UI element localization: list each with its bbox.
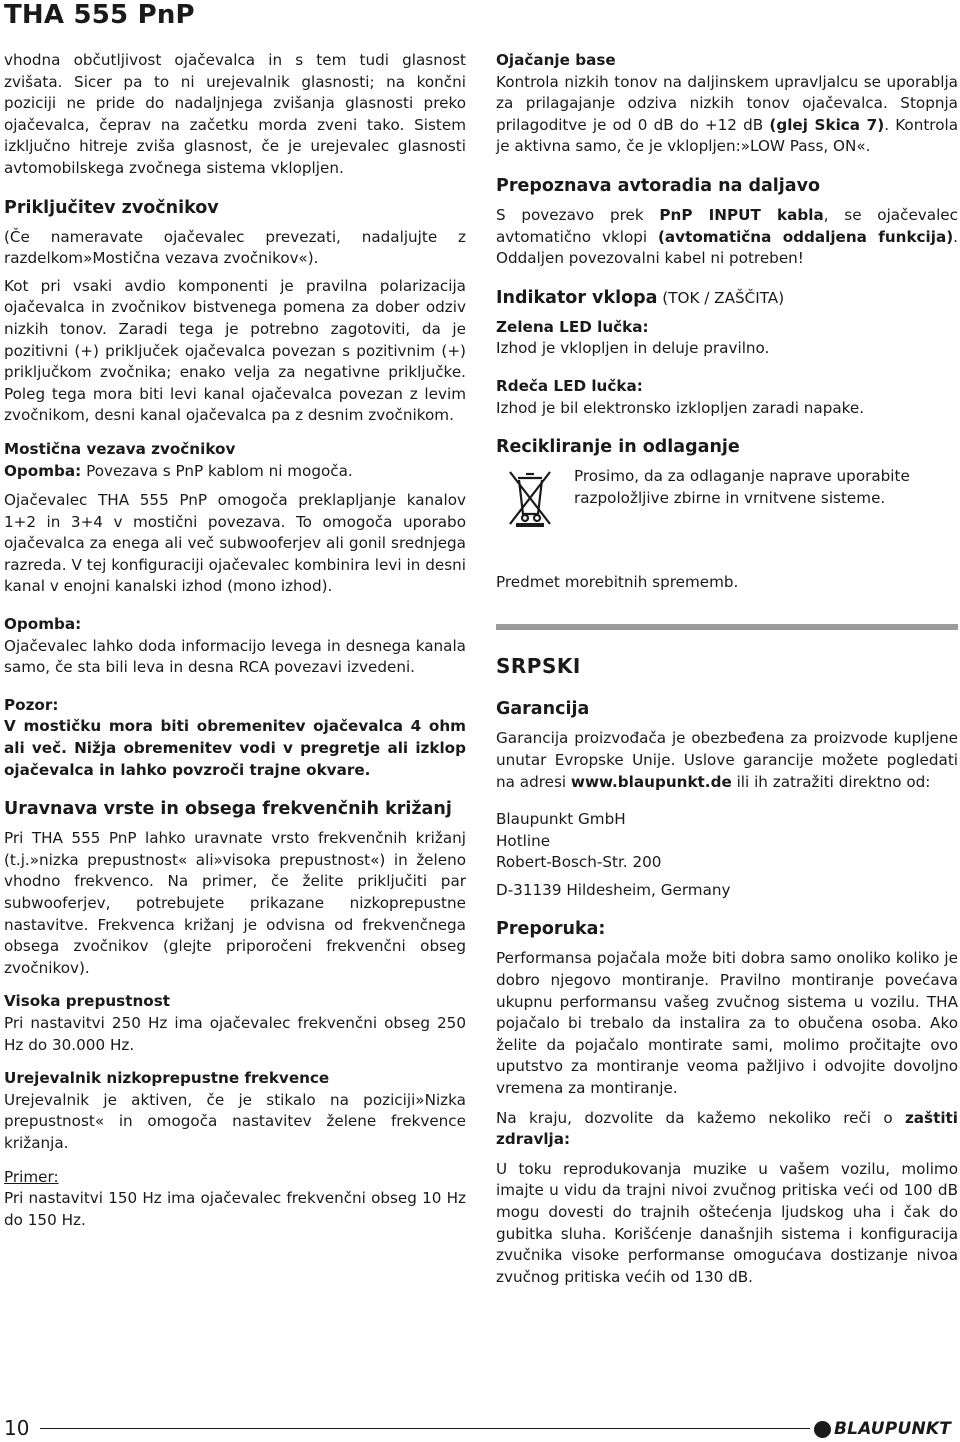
highpass-text: Pri nastavitvi 250 Hz ima ojačevalec frekvenčni obseg 250 Hz do 30.000 Hz.	[4, 1013, 466, 1054]
intro-paragraph: vhodna občutljivost ojačevalca in s tem tudi glasnost zvišata. Sicer pa to ni urejevalnik glasnosti; na končni poziciji ne pride do nadaljnjega zvišanja glasnosti preko ojačevalca, čeprav na začetku morda zveni tako. Sistem izključno hitreje zviša glasnost, če je urejevalec glasnosti avtomobilskega zvočnega sistema vklopljen.	[4, 51, 466, 177]
recommendation-text: Performansa pojačala može biti dobra samo onoliko koliko je dobro njegovo montiranje. Pravilno montiranje povećava ukupnu performansu vašeg zvučnog sistema u vozilu. THA pojačalo bi trebalo da instalira za to obučena osoba. Ako želite da pojačalo montirate sami, molimo pročitajte ovo uputstvo za montiranje veoma pažljivo i odvojite dovoljno vremena za montiranje.	[496, 949, 958, 1098]
speaker-connection-heading: Priključitev zvočnikov	[4, 197, 219, 218]
recycling-text: Prosimo, da za odlaganje naprave uporabite razpoložljive zbirne in vrnitvene sisteme.	[574, 467, 910, 507]
bridge-note	[4, 461, 466, 483]
recommendation-heading: Preporuka:	[496, 919, 606, 940]
address-street: Robert-Bosch-Str. 200	[496, 853, 662, 872]
auto-remote-text	[496, 205, 958, 270]
page-number: 10	[4, 1416, 30, 1440]
note-label: Opomba:	[4, 615, 82, 634]
brand-dot-icon	[814, 1421, 831, 1438]
address-city: D-31139 Hildesheim, Germany	[496, 880, 731, 899]
auto-text-a: S povezavo prek	[496, 205, 660, 224]
right-column	[496, 50, 958, 1288]
page-title: THA 555 PnP	[4, 0, 195, 30]
auto-text-function: (avtomatična oddaljena funkcija)	[657, 227, 954, 246]
power-indicator-subtitle: (TOK / ZAŠČITA)	[657, 288, 785, 307]
address-company: Blaupunkt GmbH	[496, 810, 626, 829]
highpass-heading: Visoka prepustnost	[4, 992, 170, 1011]
auto-text-c: , se ojačevalec avtomatično vklopi	[496, 205, 959, 246]
power-indicator-title: Indikator vklopa	[496, 287, 658, 308]
brand-logo	[814, 1419, 951, 1439]
auto-remote-heading: Prepoznava avtoradia na daljavo	[496, 175, 821, 196]
bass-text-a: Kontrola nizkih tonov na daljinskem upravljalcu se uporablja za prilagajanje odziva nizkih tonov ojačevalca. Stopnja prilagoditve je od 0 dB do +12 dB	[496, 72, 958, 134]
left-column	[4, 50, 466, 1231]
health-intro-bold: zaštiti zdravlja:	[496, 1108, 958, 1149]
footer-rule	[40, 1428, 810, 1429]
health-intro-a: Na kraju, dozvolite da kažemo nekoliko reči o	[496, 1108, 905, 1127]
example-label: Primer:	[4, 1167, 59, 1186]
crossover-paragraph: Pri THA 555 PnP lahko uravnate vrsto frekvenčnih križanj (t.j.»nizka prepustnost« ali»visoka prepustnost«) in želeno vhodno frekvenco. Na primer, če želite priključiti par subwooferjev, potrebujete prikazane nizkoprepustne nastavitve. Frekvenca križanj je odvisna od frekvenčnega obsega zvočnikov (glejte priporočeni frekvenčni obseg zvočnikov).	[4, 829, 466, 977]
speaker-connection-note: (Če nameravate ojačevalec prevezati, nadaljujte z razdelkom»Mostična vezava zvočnikov«).	[4, 227, 466, 268]
recycling-block	[496, 466, 958, 528]
green-led-text: Izhod je vklopljen in deluje pravilno.	[496, 339, 770, 358]
example-text: Pri nastavitvi 150 Hz ima ojačevalec frekvenčni obseg 10 Hz do 150 Hz.	[4, 1189, 466, 1229]
warning-text: V mostičku mora biti obremenitev ojačevalca 4 ohm ali več. Nižja obremenitev vodi v pregretje ali izklop ojačevalca in lahko povzroči trajne okvare.	[4, 717, 466, 779]
green-led-label: Zelena LED lučka:	[496, 317, 649, 336]
warranty-url: www.blaupunkt.de	[570, 772, 732, 791]
health-text: U toku reprodukovanja muzike u vašem vozilu, molimo imajte u vidu da trajni nivoi zvučnog pritiska veći od 100 dB mogu dovesti do trajnih oštećenja ljudskog uha i čak do gubitka sluha. Korišćenje današnjih sistema i konfiguracija zvučnika visoke performanse omogućava dostizanje nivoa zvučnog pritiska većih od 130 dB.	[496, 1159, 958, 1286]
red-led-text: Izhod je bil elektronsko izklopljen zaradi napake.	[496, 398, 865, 417]
warranty-text-a: Garancija proizvođača je obezbeđena za proizvode kupljene unutar Evropske Unije. Uslove garancije možete pogledati na adresi	[496, 729, 958, 791]
power-indicator-heading	[496, 286, 958, 310]
bass-text-figure-ref: (glej Skica 7)	[769, 115, 885, 134]
speaker-connection-paragraph: Kot pri vsaki avdio komponenti je pravilna polarizacija ojačevalca in zvočnikov bistvenega pomena za dober odziv nizkih tonov. Zaradi tega je potrebno zagotoviti, da je pozitivni (+) priključek ojačevalca povezan s pozitivnim (+) priključkom zvočnika; enako velja za negativne priključke. Poleg tega mora biti levi kanal ojačevalca povezan z levim zvočnikom, desni kanal ojačevalca pa z desnim zvočnikom.	[4, 276, 466, 425]
crossover-heading: Uravnava vrste in obsega frekvenčnih križanj	[4, 799, 452, 820]
subject-to-change: Predmet morebitnih sprememb.	[496, 573, 739, 592]
warranty-text	[496, 728, 958, 793]
lowpass-heading: Urejevalnik nizkoprepustne frekvence	[4, 1069, 330, 1088]
lowpass-text: Urejevalnik je aktiven, če je stikalo na poziciji»Nizka prepustnost« in omogoča nastavitev želene frekvence križanja.	[4, 1090, 466, 1152]
bass-boost-text	[496, 72, 958, 158]
bridge-heading: Mostična vezava zvočnikov	[4, 439, 236, 458]
health-intro	[496, 1108, 958, 1151]
auto-text-e: . Oddaljen povezovalni kabel ni potreben!	[496, 227, 958, 268]
recycling-heading: Recikliranje in odlaganje	[496, 437, 740, 458]
bass-text-c: . Kontrola je aktivna samo, če je vklopljen:»LOW Pass, ON«.	[496, 115, 959, 156]
note-text: Ojačevalec lahko doda informacijo levega in desnega kanala samo, če sta bili leva in desna RCA povezavi izvedeni.	[4, 636, 466, 677]
bridge-note-text: Povezava s PnP kablom ni mogoča.	[81, 461, 353, 480]
warranty-text-c: ili ih zatražiti direktno od:	[731, 772, 931, 791]
auto-text-cable: PnP INPUT kabla	[659, 205, 824, 224]
crossed-out-wheelie-bin-icon	[496, 466, 560, 528]
bridge-note-label: Opomba:	[4, 461, 82, 480]
bass-boost-heading: Ojačanje base	[496, 51, 616, 69]
address-hotline: Hotline	[496, 831, 551, 850]
bridge-paragraph: Ojačevalec THA 555 PnP omogoča preklapljanje kanalov 1+2 in 3+4 v mostični povezava. To omogoča uporabo ojačevalca za enega ali več subwooferjev ali gonil srednjega razreda. V tej konfiguraciji ojačevalec kombinira levi in desni kanal v enojni kanalski izhod (mono izhod).	[4, 491, 466, 596]
language-heading: SRPSKI	[496, 653, 581, 678]
warning-label: Pozor:	[4, 695, 59, 714]
warranty-heading: Garancija	[496, 699, 590, 720]
brand-name: BLAUPUNKT	[834, 1419, 952, 1439]
red-led-label: Rdeča LED lučka:	[496, 376, 643, 395]
section-divider	[496, 624, 958, 630]
